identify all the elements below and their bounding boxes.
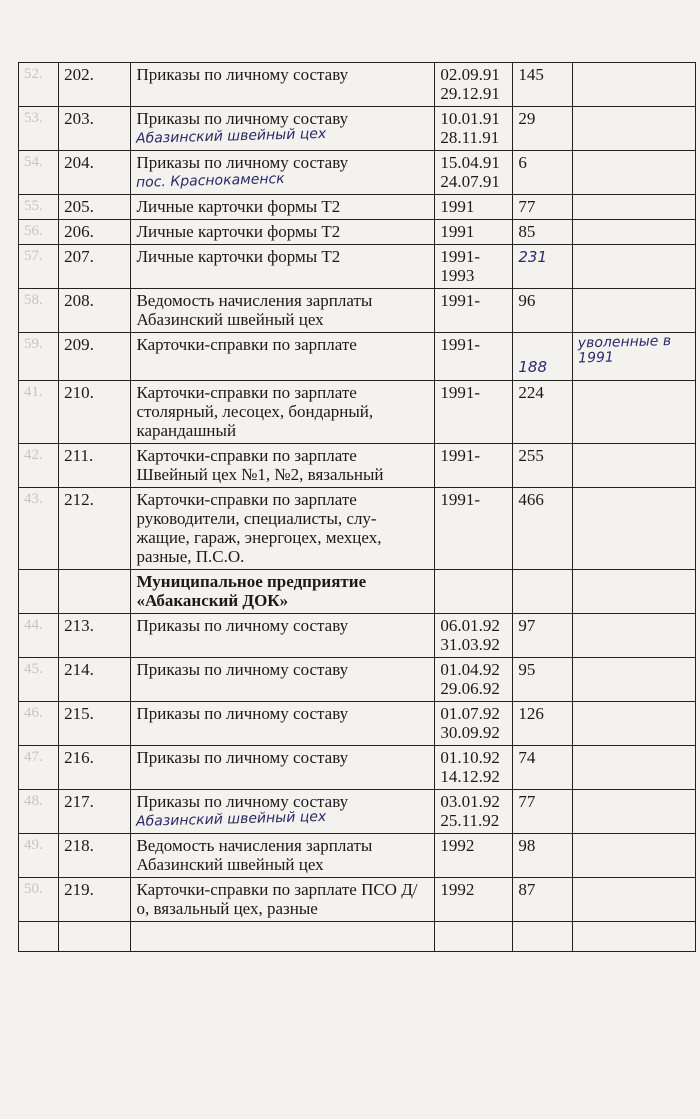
section-note-cell — [573, 570, 696, 614]
item-count: 29 — [518, 109, 536, 128]
item-count: 98 — [518, 836, 536, 855]
row-index-cell — [19, 702, 59, 746]
item-number: 211. — [64, 446, 94, 465]
empty-cell — [435, 922, 513, 952]
item-count-cell — [513, 790, 573, 834]
item-count: 145 — [518, 65, 544, 84]
item-number: 214. — [64, 660, 94, 679]
table-row — [19, 289, 696, 333]
table-row — [19, 195, 696, 220]
item-title: Приказы по личному составу — [136, 65, 349, 84]
item-dates-cell — [435, 195, 513, 220]
item-title: Личные карточки формы Т2 — [136, 197, 341, 216]
item-date: 30.09.92 — [440, 723, 500, 742]
item-note-cell — [573, 107, 696, 151]
item-date: 1993 — [440, 266, 475, 285]
row-index: 48. — [24, 793, 43, 809]
item-note-cell — [573, 702, 696, 746]
item-number-cell — [59, 878, 131, 922]
item-date: 1992 — [440, 836, 475, 855]
table-row — [19, 488, 696, 570]
item-number: 213. — [64, 616, 94, 635]
item-count: 466 — [518, 490, 544, 509]
table-row — [19, 614, 696, 658]
item-count: 224 — [518, 383, 544, 402]
item-count: 77 — [518, 792, 536, 811]
handwritten-annotation: Абазинский швейный цех — [136, 125, 327, 147]
item-count-cell — [513, 614, 573, 658]
table-row — [19, 658, 696, 702]
item-number-cell — [59, 790, 131, 834]
item-number-cell — [59, 63, 131, 107]
row-index: 58. — [24, 292, 43, 308]
item-number-cell — [59, 702, 131, 746]
row-index: 52. — [24, 66, 43, 82]
table-row — [19, 444, 696, 488]
item-title-cell — [131, 746, 435, 790]
item-number: 203. — [64, 109, 94, 128]
item-dates-cell — [435, 878, 513, 922]
item-note-cell — [573, 289, 696, 333]
item-count-cell — [513, 878, 573, 922]
item-count-cell — [513, 702, 573, 746]
item-date: 1991- — [440, 335, 481, 354]
item-note-cell — [573, 245, 696, 289]
item-number: 202. — [64, 65, 94, 84]
item-count-cell — [513, 107, 573, 151]
empty-cell — [573, 922, 696, 952]
item-title-cell — [131, 289, 435, 333]
item-title: Приказы по личному составу — [136, 704, 349, 723]
item-title-cell — [131, 245, 435, 289]
item-count-cell — [513, 63, 573, 107]
table-row — [19, 107, 696, 151]
row-index-cell — [19, 289, 59, 333]
row-index: 50. — [24, 881, 43, 897]
item-date: 1991- — [440, 446, 481, 465]
item-number: 216. — [64, 748, 94, 767]
item-count-cell — [513, 488, 573, 570]
item-note-cell — [573, 220, 696, 245]
item-title: Приказы по личному составу — [136, 792, 349, 811]
item-title-cell — [131, 658, 435, 702]
item-number: 208. — [64, 291, 94, 310]
empty-row — [19, 922, 696, 952]
item-number: 212. — [64, 490, 94, 509]
item-dates-cell — [435, 746, 513, 790]
item-title: Приказы по личному составу — [136, 748, 349, 767]
item-dates-cell — [435, 63, 513, 107]
item-number-cell — [59, 245, 131, 289]
section-row — [19, 570, 696, 614]
table-row — [19, 702, 696, 746]
table-row — [19, 63, 696, 107]
item-date: 14.12.92 — [440, 767, 500, 786]
row-index: 45. — [24, 661, 43, 677]
row-index-cell — [19, 790, 59, 834]
item-number: 210. — [64, 383, 94, 402]
empty-cell — [19, 922, 59, 952]
item-title: Личные карточки формы Т2 — [136, 222, 341, 241]
item-date: 06.01.92 — [440, 616, 500, 635]
item-dates-cell — [435, 614, 513, 658]
item-count-cell — [513, 220, 573, 245]
item-title: Приказы по личному составу — [136, 660, 349, 679]
item-number: 206. — [64, 222, 94, 241]
item-dates-cell — [435, 220, 513, 245]
row-index-cell — [19, 746, 59, 790]
row-index: 44. — [24, 617, 43, 633]
item-title-cell — [131, 151, 435, 195]
row-index-cell — [19, 381, 59, 444]
item-date: 28.11.91 — [440, 128, 500, 147]
row-index: 55. — [24, 198, 43, 214]
item-count: 87 — [518, 880, 536, 899]
item-count: 126 — [518, 704, 544, 723]
row-index: 47. — [24, 749, 43, 765]
item-number: 205. — [64, 197, 94, 216]
item-count-cell — [513, 746, 573, 790]
item-number: 215. — [64, 704, 94, 723]
item-title: Карточки-справки по зарплате руководители, специалисты, слу-жащие, гараж, энергоцех, мехцех, разные, П.С.О. — [136, 490, 382, 566]
item-date: 24.07.91 — [440, 172, 500, 191]
item-count-cell — [513, 289, 573, 333]
item-number-cell — [59, 195, 131, 220]
item-note-cell — [573, 333, 696, 381]
table-row — [19, 790, 696, 834]
item-number-cell — [59, 614, 131, 658]
empty-cell — [131, 922, 435, 952]
item-count: 188 — [518, 358, 547, 376]
item-count: 95 — [518, 660, 536, 679]
item-date: 01.07.92 — [440, 704, 500, 723]
section-title — [131, 570, 435, 614]
item-title: Приказы по личному составу — [136, 616, 349, 635]
row-index: 43. — [24, 491, 43, 507]
item-title: Ведомость начисления зарплаты Абазинский швейный цех — [136, 836, 373, 874]
item-date: 29.12.91 — [440, 84, 500, 103]
item-number-cell — [59, 220, 131, 245]
row-index-cell — [19, 658, 59, 702]
item-number-cell — [59, 444, 131, 488]
item-number-cell — [59, 107, 131, 151]
item-title: Карточки-справки по зарплате — [136, 335, 357, 354]
section-dates-cell — [435, 570, 513, 614]
row-index-cell — [19, 195, 59, 220]
row-index: 41. — [24, 384, 43, 400]
item-title-cell — [131, 195, 435, 220]
item-dates-cell — [435, 790, 513, 834]
item-title-cell — [131, 63, 435, 107]
item-number: 207. — [64, 247, 94, 266]
item-count: 97 — [518, 616, 536, 635]
item-count: 6 — [518, 153, 527, 172]
handwritten-annotation: Абазинский швейный цех — [136, 808, 327, 830]
item-date: 01.04.92 — [440, 660, 500, 679]
section-count-cell — [513, 570, 573, 614]
table-row — [19, 220, 696, 245]
item-count: 231 — [518, 248, 547, 266]
table-row — [19, 746, 696, 790]
item-count-cell — [513, 444, 573, 488]
item-title: Карточки-справки по зарплате столярный, лесоцех, бондарный, карандашный — [136, 383, 374, 440]
item-title-cell — [131, 381, 435, 444]
item-count-cell — [513, 333, 573, 381]
item-note-cell — [573, 444, 696, 488]
row-index: 56. — [24, 223, 43, 239]
item-note-cell — [573, 63, 696, 107]
item-count-cell — [513, 834, 573, 878]
item-number-cell — [59, 151, 131, 195]
item-number: 204. — [64, 153, 94, 172]
item-dates-cell — [435, 333, 513, 381]
item-note-cell — [573, 488, 696, 570]
item-note-cell — [573, 381, 696, 444]
item-date: 1992 — [440, 880, 475, 899]
row-index-cell — [19, 878, 59, 922]
section-title-line1: Муниципальное предприятие — [136, 572, 367, 591]
item-number: 218. — [64, 836, 94, 855]
item-title-cell — [131, 702, 435, 746]
handwritten-annotation: пос. Краснокаменск — [136, 170, 286, 191]
item-note-cell — [573, 790, 696, 834]
item-number-cell — [59, 381, 131, 444]
item-count-cell — [513, 245, 573, 289]
item-count: 255 — [518, 446, 544, 465]
item-dates-cell — [435, 658, 513, 702]
item-note-cell — [573, 614, 696, 658]
row-index: 54. — [24, 154, 43, 170]
item-count: 74 — [518, 748, 536, 767]
empty-cell — [513, 922, 573, 952]
item-number-cell — [59, 658, 131, 702]
row-index: 49. — [24, 837, 43, 853]
row-index-cell — [19, 220, 59, 245]
item-date: 03.01.92 — [440, 792, 500, 811]
empty-cell — [59, 922, 131, 952]
row-index-cell — [19, 834, 59, 878]
table-row — [19, 381, 696, 444]
item-title-cell — [131, 333, 435, 381]
item-title-cell — [131, 107, 435, 151]
inventory-table — [18, 62, 696, 952]
item-title-cell — [131, 790, 435, 834]
item-title: Приказы по личному составу — [136, 153, 349, 172]
item-dates-cell — [435, 245, 513, 289]
item-date: 15.04.91 — [440, 153, 500, 172]
item-number-cell — [59, 488, 131, 570]
section-num-cell — [59, 570, 131, 614]
item-dates-cell — [435, 289, 513, 333]
row-index-cell — [19, 151, 59, 195]
item-number: 217. — [64, 792, 94, 811]
table-row — [19, 834, 696, 878]
item-number-cell — [59, 289, 131, 333]
item-title-cell — [131, 614, 435, 658]
table-row — [19, 151, 696, 195]
item-date: 1991- — [440, 291, 481, 310]
item-dates-cell — [435, 381, 513, 444]
table-row — [19, 245, 696, 289]
item-date: 1991 — [440, 222, 475, 241]
item-date: 1991- — [440, 490, 481, 509]
row-index-cell — [19, 444, 59, 488]
item-title-cell — [131, 444, 435, 488]
item-note-cell — [573, 746, 696, 790]
item-dates-cell — [435, 702, 513, 746]
item-date: 10.01.91 — [440, 109, 500, 128]
item-dates-cell — [435, 488, 513, 570]
item-note-cell — [573, 658, 696, 702]
table-row — [19, 333, 696, 381]
item-date: 25.11.92 — [440, 811, 500, 830]
item-title-cell — [131, 220, 435, 245]
item-title: Карточки-справки по зарплате ПСО Д/о, вязальный цех, разные — [136, 880, 418, 918]
row-index: 57. — [24, 248, 43, 264]
item-count-cell — [513, 151, 573, 195]
item-note-cell — [573, 878, 696, 922]
row-index-cell — [19, 488, 59, 570]
item-title: Приказы по личному составу — [136, 109, 349, 128]
table-row — [19, 878, 696, 922]
item-dates-cell — [435, 107, 513, 151]
item-count-cell — [513, 381, 573, 444]
item-title-cell — [131, 834, 435, 878]
item-note-cell — [573, 834, 696, 878]
item-number-cell — [59, 834, 131, 878]
item-date: 29.06.92 — [440, 679, 500, 698]
item-date: 1991- — [440, 247, 481, 266]
item-number: 209. — [64, 335, 94, 354]
section-title-line2: «Абаканский ДОК» — [136, 591, 289, 610]
item-date: 1991- — [440, 383, 481, 402]
item-count: 96 — [518, 291, 536, 310]
item-dates-cell — [435, 834, 513, 878]
row-index: 46. — [24, 705, 43, 721]
item-title-cell — [131, 488, 435, 570]
item-title: Карточки-справки по зарплате Швейный цех №1, №2, вязальный — [136, 446, 384, 484]
section-idx-cell — [19, 570, 59, 614]
item-note-cell — [573, 151, 696, 195]
row-index-cell — [19, 63, 59, 107]
item-title: Личные карточки формы Т2 — [136, 247, 341, 266]
row-index: 42. — [24, 447, 43, 463]
item-dates-cell — [435, 444, 513, 488]
item-date: 01.10.92 — [440, 748, 500, 767]
item-date: 1991 — [440, 197, 475, 216]
row-index-cell — [19, 245, 59, 289]
handwritten-note: уволенные в 1991 — [578, 333, 672, 367]
item-dates-cell — [435, 151, 513, 195]
row-index-cell — [19, 333, 59, 381]
item-number-cell — [59, 333, 131, 381]
item-title-cell — [131, 878, 435, 922]
row-index: 59. — [24, 336, 43, 352]
item-date: 02.09.91 — [440, 65, 500, 84]
item-note-cell — [573, 195, 696, 220]
item-date: 31.03.92 — [440, 635, 500, 654]
row-index-cell — [19, 614, 59, 658]
row-index-cell — [19, 107, 59, 151]
item-count: 77 — [518, 197, 536, 216]
item-title: Ведомость начисления зарплаты Абазинский швейный цех — [136, 291, 373, 329]
row-index: 53. — [24, 110, 43, 126]
item-number-cell — [59, 746, 131, 790]
item-count-cell — [513, 195, 573, 220]
item-count-cell — [513, 658, 573, 702]
item-count: 85 — [518, 222, 536, 241]
item-number: 219. — [64, 880, 94, 899]
